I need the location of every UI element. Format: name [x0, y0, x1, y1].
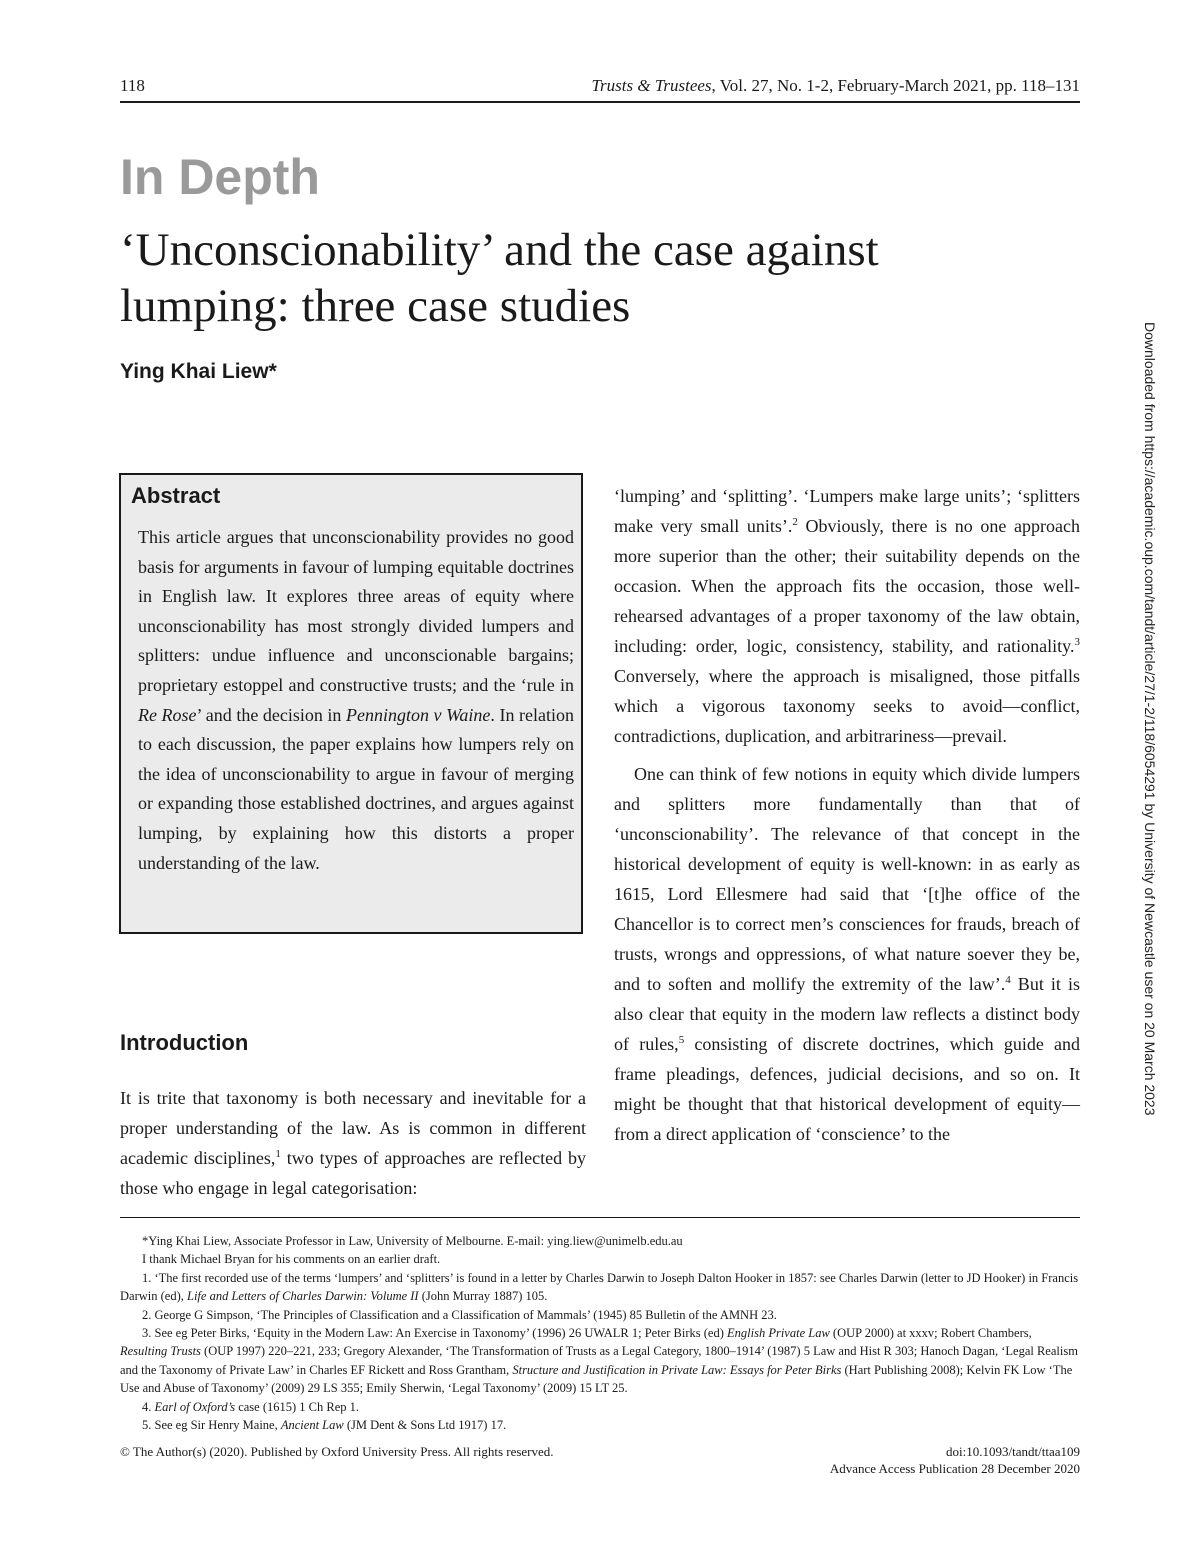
footnote-ref[interactable]: 4 [1005, 974, 1011, 986]
journal-reference [592, 76, 1080, 96]
footnote-text: 4. [142, 1399, 155, 1414]
article-title: ‘Unconscionability’ and the case against lumping: three case studies [120, 224, 879, 332]
footnote-text: 5. See eg Sir Henry Maine, [142, 1418, 281, 1433]
body-text: One can think of few notions in equity which divide lumpers and splitters more fundamentally than that of ‘unconscionability’. The relevance of that concept in the historical development of equity is well-known: in as early as 1615, Lord Ellesmere had said that ‘[t]he office of the Chancellor is to correct men’s consciences for frauds, breach of trusts, wrongs and oppressions, of what nature soever they be, and to soften and mollify the extremity of the law’. [614, 764, 1080, 994]
body-text: Conversely, where the approach is misaligned, those pitfalls which a vigorous taxonomy seeks to avoid—conflict, contradictions, duplication, and arbitrariness—prevail. [614, 666, 1080, 746]
download-side-note [1142, 322, 1176, 1222]
footnote-1 [120, 1269, 1080, 1306]
abstract-text-part: ’ and the decision in [196, 704, 346, 725]
body-text: Obviously, there is no one approach more superior than the other; their suitability depends on the occasion. When the approach fits the occasion, those well-rehearsed advantages of a proper taxonomy of the law obtain, including: order, logic, consistency, stability, and rationality. [614, 516, 1080, 656]
body-text: two types of approaches are reflected by those who engage in legal categorisation: [120, 1148, 586, 1198]
footnote-italic: English Private Law [727, 1326, 830, 1341]
footnote-ref[interactable]: 5 [678, 1034, 685, 1046]
footnote-text: (OUP 1997) 220–221, 233; Gregory Alexander, ‘The Transformation of Trusts as a Legal Category, 1800–1914’ (1987) 5 Law and Hist R 303; Hanoch Dagan, ‘Legal Realism and the Taxonomy of Private Law’ in Charles EF Rickett and Ross Grantham, [120, 1344, 1078, 1377]
running-head [120, 76, 1080, 98]
abstract-heading: Abstract [131, 483, 221, 508]
footnote-text: (JM Dent & Sons Ltd 1917) 17. [343, 1418, 507, 1433]
footnote-italic: Earl of Oxford’s [154, 1399, 236, 1414]
footnote-rule [120, 1217, 1080, 1218]
footnote-thanks: I thank Michael Bryan for his comments on an earlier draft. [142, 1252, 441, 1267]
footnote-text: (Hart Publishing 2008); Kelvin FK Low ‘The Use and Abuse of Taxonomy’ (2009) 29 LS 355; Emily Sherwin, ‘Legal Taxonomy’ (2009) 15 LT 25. [120, 1362, 1073, 1396]
abstract-text-part: This article argues that unconscionability provides no good basis for arguments in favour of lumping equitable doctrines in English law. It explores three areas of equity where unconscionability has most strongly divided lumpers and splitters: undue influence and unconscionable bargains; proprietary estoppel and constructive trusts; and the ‘rule in [138, 527, 574, 695]
abstract-box [119, 473, 583, 934]
footnote-4 [120, 1398, 1080, 1416]
footnote-2: 2. George G Simpson, ‘The Principles of Classification and a Classification of Mammals’ (1945) 85 Bulletin of the AMNH 23. [142, 1307, 777, 1322]
footnote-text: (John Murray 1887) 105. [418, 1289, 548, 1304]
body-text: ‘lumping’ and ‘splitting’. ‘Lumpers make large units’; ‘splitters make very small units’. [614, 486, 1080, 536]
footnote-italic: Ancient Law [280, 1418, 344, 1433]
footnote-author: *Ying Khai Liew, Associate Professor in Law, University of Melbourne. E-mail: ying.liew@unimelb.edu.au [142, 1234, 683, 1248]
advance-access-note: Advance Access Publication 28 December 2020 [829, 1461, 1080, 1476]
author-name: Ying Khai Liew* [120, 360, 277, 383]
section-label: In Depth [120, 149, 320, 205]
header-rule [120, 101, 1080, 103]
case-name: Re Rose [138, 704, 197, 725]
footnote-ref[interactable]: 1 [275, 1148, 281, 1160]
footnote-text: 1. ‘The first recorded use of the terms ‘lumpers’ and ‘splitters’ is found in a letter by Charles Darwin to Joseph Dalton Hooker in 1857: see Charles Darwin (letter to JD Hooker) in Francis Darwin (ed), [120, 1270, 1079, 1304]
abstract-text [138, 523, 574, 878]
body-paragraph [614, 759, 1080, 1149]
right-column [614, 481, 1080, 1149]
case-name: Pennington v Waine [345, 704, 491, 725]
body-text: It is trite that taxonomy is both necessary and inevitable for a proper understanding of the law. As is common in different academic disciplines, [120, 1088, 586, 1168]
footnote-ref[interactable]: 3 [1074, 636, 1080, 648]
footnote-italic: Resulting Trusts [120, 1344, 201, 1359]
doi-link[interactable]: doi:10.1093/tandt/ttaa109 [946, 1444, 1080, 1459]
introduction-heading: Introduction [120, 1030, 249, 1055]
page-number: 118 [120, 76, 145, 95]
footnote-ref[interactable]: 2 [792, 516, 798, 528]
footnote-text: case (1615) 1 Ch Rep 1. [235, 1399, 359, 1414]
body-text: consisting of discrete doctrines, which guide and frame pleadings, defences, judicial decisions, and so on. It might be thought that that historical development of equity—from a direct application of ‘conscience’ to the [614, 1034, 1080, 1144]
copyright-notice: © The Author(s) (2020). Published by Oxford University Press. All rights reserved. [120, 1444, 554, 1459]
footnote-italic: Structure and Justification in Private Law: Essays for Peter Birks [512, 1362, 842, 1377]
footnote-text: (OUP 2000) at xxxv; Robert Chambers, [829, 1326, 1032, 1341]
footnote-text: 3. See eg Peter Birks, ‘Equity in the Modern Law: An Exercise in Taxonomy’ (1996) 26 UWALR 1; Peter Birks (ed) [142, 1326, 728, 1341]
journal-title: Trusts & Trustees [591, 76, 712, 95]
footnote-5 [120, 1416, 1080, 1434]
abstract-text-part: . In relation to each discussion, the paper explains how lumpers rely on the idea of unconscionability to argue in favour of merging or expanding those established doctrines, and argues against lumping, by explaining how this distorts a proper understanding of the law. [138, 704, 574, 873]
body-text: But it is also clear that equity in the modern law reflects a distinct body of rules, [614, 974, 1081, 1054]
download-side-note-text: Downloaded from https://academic.oup.com/tandt/article/27/1-2/118/6054291 by University of Newcastle user on 20 March 2023 [1142, 322, 1158, 1116]
footnotes [120, 1232, 1080, 1434]
introduction-paragraph [120, 1083, 586, 1203]
footnote-3 [120, 1324, 1080, 1398]
footnote-italic: Life and Letters of Charles Darwin: Volume II [187, 1289, 419, 1304]
journal-details: , Vol. 27, No. 1-2, February-March 2021, pp. 118–131 [711, 76, 1080, 95]
body-paragraph [614, 481, 1080, 751]
